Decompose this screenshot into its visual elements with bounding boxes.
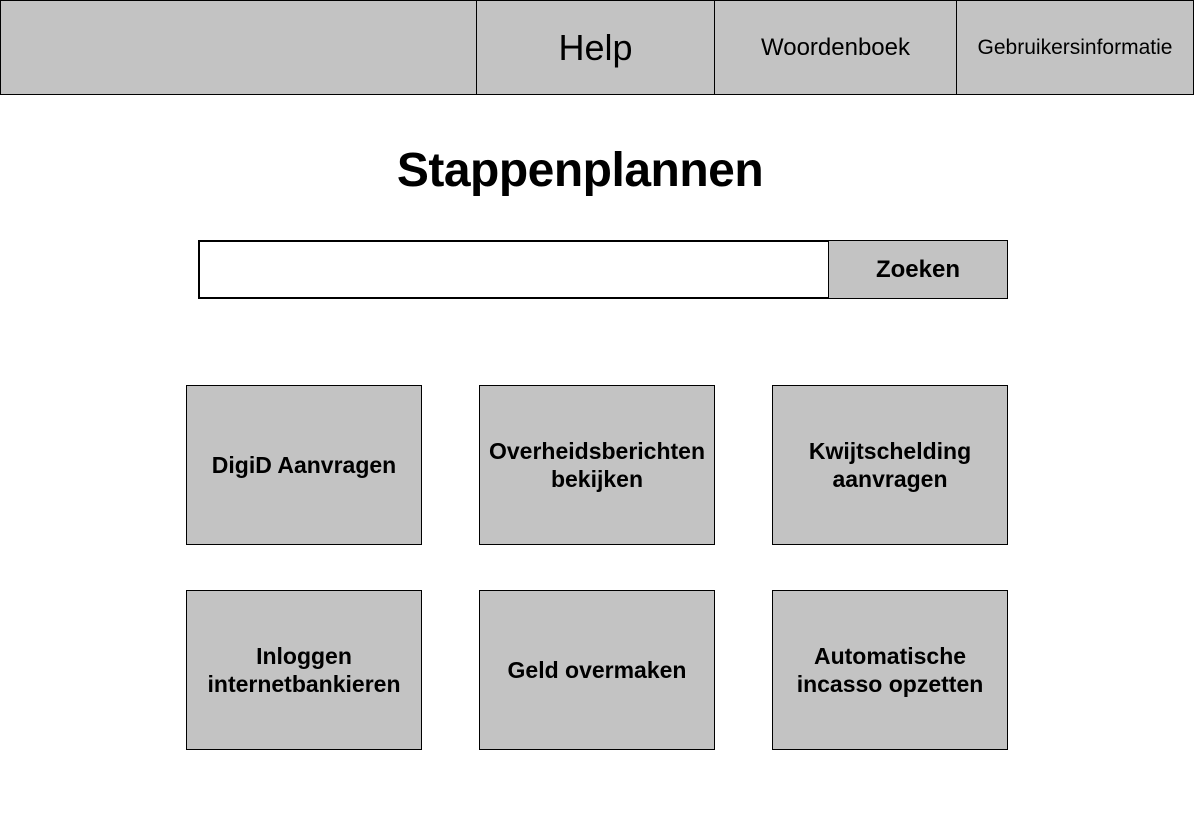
nav-dictionary-label: Woordenboek (761, 33, 910, 61)
nav-dictionary-button[interactable] (714, 0, 957, 95)
nav-help-button[interactable] (476, 0, 715, 95)
search-button[interactable]: Zoeken (828, 240, 1008, 299)
tile-label: Kwijtschelding aanvragen (808, 438, 972, 492)
page-title: Stappenplannen (396, 144, 764, 197)
tile-digid-aanvragen[interactable] (186, 385, 422, 545)
tile-kwijtschelding-aanvragen[interactable] (772, 385, 1008, 545)
nav-help-label: Help (558, 26, 633, 68)
tile-overheidsberichten-bekijken[interactable] (479, 385, 715, 545)
tile-label: Geld overmaken (507, 657, 687, 683)
tile-label: Overheidsberichten bekijken (488, 438, 706, 492)
tile-label: Automatische incasso opzetten (796, 643, 984, 697)
nav-user-info-label: Gebruikersinformatie (977, 35, 1173, 59)
tile-label: DigiD Aanvragen (211, 452, 397, 478)
tile-inloggen-internetbankieren[interactable] (186, 590, 422, 750)
search-input[interactable] (198, 240, 830, 299)
tile-label: Inloggen internetbankieren (207, 643, 401, 697)
top-navigation-bar (0, 0, 1194, 95)
tile-automatische-incasso-opzetten[interactable] (772, 590, 1008, 750)
nav-empty-panel (0, 0, 477, 95)
nav-user-info-button[interactable] (956, 0, 1194, 95)
tile-geld-overmaken[interactable] (479, 590, 715, 750)
